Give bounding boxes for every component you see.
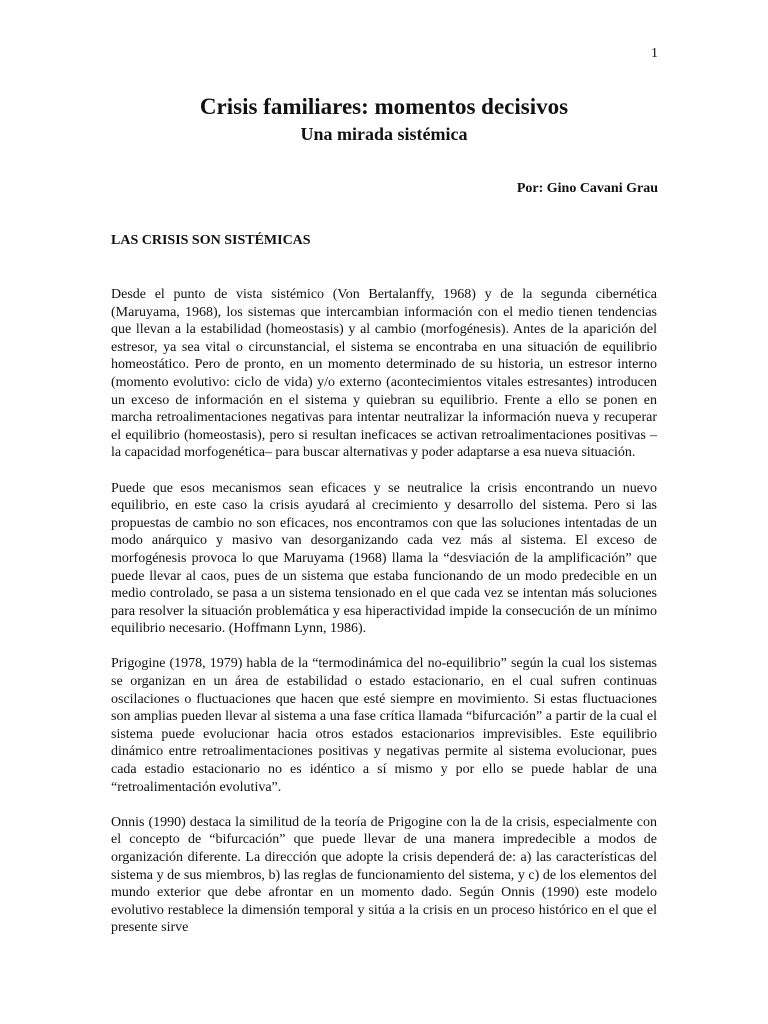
author-line: Por: Gino Cavani Grau (516, 181, 658, 196)
page-number: 1 (651, 46, 658, 61)
paragraph-4: Onnis (1990) destaca la similitud de la teoría de Prigogine con la de la crisis, especialmente con el concepto de “bifurcación” que puede llevar de una manera impredecible a modos de organización diferente. La dirección que adopte la crisis dependerá de: a) las características del sistema y de sus miembros, b) las reglas de funcionamiento del sistema, y c) de los elementos del mundo exterior que debe afrontar en un momento dado. Según Onnis (1990) este modelo evolutivo restablece la dimensión temporal y sitúa a la crisis en un proceso histórico en el que el presente sirve (111, 814, 657, 936)
paragraph-2: Puede que esos mecanismos sean eficaces y se neutralice la crisis encontrando un nuevo equilibrio, en este caso la crisis ayudará al crecimiento y desarrollo del sistema. Pero si las propuestas de cambio no son eficaces, nos encontramos con que las soluciones intentadas de un modo anárquico y masivo van desorganizando cada vez más al sistema. El exceso de morfogénesis provoca lo que Maruyama (1968) llama la “desviación de la amplificación” que puede llevar al caos, pues de un sistema que estaba funcionando de un modo predecible en un medio controlado, se pasa a un sistema tensionado en el que cada vez se intentan más soluciones para resolver la situación problemática y esa hiperactividad impide la consecución de un mínimo equilibrio necesario. (Hoffmann Lynn, 1986). (111, 480, 657, 637)
paragraph-3: Prigogine (1978, 1979) habla de la “termodinámica del no-equilibrio” según la cual los sistemas se organizan en un área de estabilidad o estado estacionario, en el cual sufren continuas oscilaciones o fluctuaciones que hacen que esté siempre en movimiento. Si estas fluctuaciones son amplias pueden llevar al sistema a una fase crítica llamada “bifurcación” a partir de la cual el sistema puede evolucionar hacia otros estados estacionarios imprevisibles. Este equilibrio dinámico entre retroalimentaciones positivas y negativas permite al sistema evolucionar, pues cada estadio estacionario no es idéntico a sí mismo y por ello se puede hablar de una “retroalimentación evolutiva”. (111, 656, 657, 795)
body-text (111, 286, 657, 955)
document-title: Crisis familiares: momentos decisivos (199, 94, 569, 119)
section-heading: LAS CRISIS SON SISTÉMICAS (111, 233, 311, 248)
document-subtitle: Una mirada sistémica (300, 124, 468, 144)
paragraph-1: Desde el punto de vista sistémico (Von Bertalanffy, 1968) y de la segunda cibernética (Maruyama, 1968), los sistemas que intercambian información con el medio tienen tendencias que llevan a la estabilidad (homeostasis) y al cambio (morfogénesis). Antes de la aparición del estresor, ya sea vital o circunstancial, el sistema se encontraba en una situación de equilibrio homeostático. Pero de pronto, en un momento determinado de su historia, un estresor interno (momento evolutivo: ciclo de vida) y/o externo (acontecimientos vitales estresantes) introducen un exceso de información en el sistema y quiebran su equilibrio. Frente a ello se ponen en marcha retroalimentaciones negativas para intentar neutralizar la información nueva y recuperar el equilibrio (homeostasis), pero si resultan ineficaces se activan retroalimentaciones positivas –la capacidad morfogenética– para buscar alternativas y poder adaptarse a esa nueva situación. (111, 287, 657, 461)
